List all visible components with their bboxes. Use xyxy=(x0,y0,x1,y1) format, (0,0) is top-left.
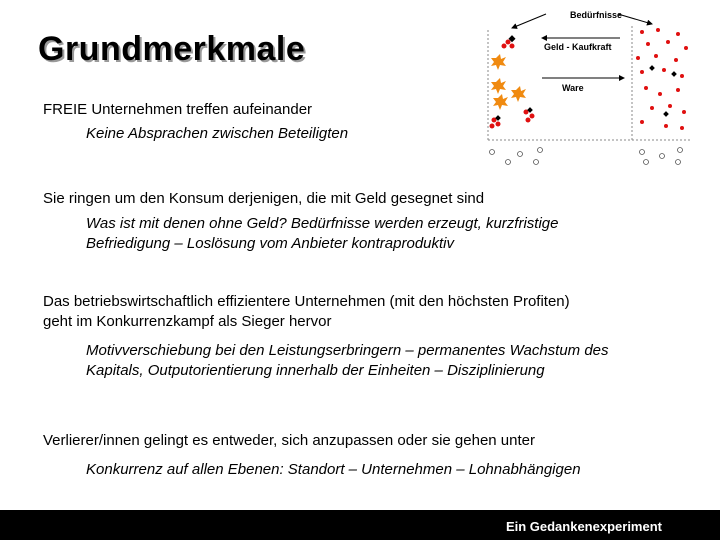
footer-bar xyxy=(0,510,720,540)
market-diagram xyxy=(482,2,700,172)
footer-label: Ein Gedankenexperiment xyxy=(505,519,662,534)
slide-title: Grundmerkmale xyxy=(38,30,306,68)
goods-label: Ware xyxy=(562,83,584,93)
point-3-text-line-2: geht im Konkurrenzkampf als Sieger hervor xyxy=(43,313,332,330)
point-1-sub: Keine Absprachen zwischen Beteiligten xyxy=(86,125,349,142)
point-4-text: Verlierer/innen gelingt es entweder, sich anzupassen oder sie gehen unter xyxy=(43,432,535,449)
needs-arrow-right xyxy=(618,14,652,24)
no-money-people xyxy=(490,148,683,165)
consumer-dots xyxy=(636,28,688,130)
point-1-text: FREIE Unternehmen treffen aufeinander xyxy=(43,101,313,118)
needs-label: Bedürfnisse xyxy=(570,10,623,20)
point-2-sub-line-2: Befriedigung – Loslösung vom Anbieter kontraproduktiv xyxy=(86,235,454,252)
point-4-sub: Konkurrenz auf allen Ebenen: Standort – Unternehmen – Lohnabhängigen xyxy=(86,461,581,478)
point-3-text-line-1: Das betriebswirtschaftlich effizientere Unternehmen (mit den höchsten Profiten) xyxy=(43,293,570,310)
point-2-text: Sie ringen um den Konsum derjenigen, die mit Geld gesegnet sind xyxy=(43,190,485,207)
needs-arrow-left xyxy=(512,14,546,28)
point-3-sub-line-1: Motivverschiebung bei den Leistungserbringern – permanentes Wachstum des xyxy=(86,342,609,359)
point-3-sub-line-2: Kapitals, Outputorientierung innerhalb der Einheiten – Disziplinierung xyxy=(86,362,545,379)
money-label: Geld - Kaufkraft xyxy=(544,42,612,52)
competition-bursts xyxy=(491,54,526,110)
point-2-sub-line-1: Was ist mit denen ohne Geld? Bedürfnisse werden erzeugt, kurzfristige xyxy=(86,215,559,232)
